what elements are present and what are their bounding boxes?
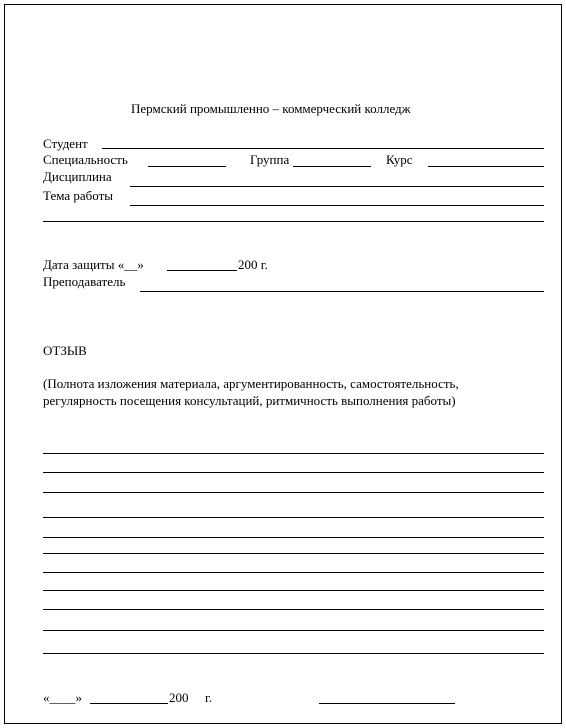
review-line[interactable]	[43, 590, 544, 591]
group-field-line[interactable]	[293, 166, 371, 167]
group-label: Группа	[250, 152, 290, 167]
review-line[interactable]	[43, 609, 544, 610]
review-line[interactable]	[43, 630, 544, 631]
discipline-label: Дисциплина	[43, 169, 112, 184]
defense-month-line[interactable]	[167, 270, 237, 271]
footer-month-line[interactable]	[90, 703, 168, 704]
student-label: Студент	[43, 136, 88, 151]
course-label: Курс	[386, 152, 413, 167]
review-line[interactable]	[43, 653, 544, 654]
signature-line[interactable]	[319, 703, 455, 704]
topic-label: Тема работы	[43, 188, 114, 203]
defense-year: 200 г.	[238, 257, 268, 272]
defense-date-label: Дата защиты «__»	[43, 257, 144, 272]
topic-field-line[interactable]	[130, 205, 544, 206]
college-title: Пермский промышленно – коммерческий колледж	[131, 101, 411, 116]
student-field-line[interactable]	[102, 148, 544, 149]
review-line[interactable]	[43, 517, 544, 518]
course-field-line[interactable]	[428, 166, 544, 167]
topic-field-line-2[interactable]	[43, 221, 544, 222]
review-line[interactable]	[43, 492, 544, 493]
discipline-field-line[interactable]	[130, 186, 544, 187]
review-line[interactable]	[43, 553, 544, 554]
review-heading: ОТЗЫВ	[43, 343, 87, 358]
footer-year: 200	[169, 690, 189, 705]
review-hint-line1: (Полнота изложения материала, аргументированность, самостоятельность,	[43, 376, 459, 391]
specialty-field-line[interactable]	[148, 166, 226, 167]
footer-day: «____»	[43, 690, 82, 705]
review-line[interactable]	[43, 537, 544, 538]
review-line[interactable]	[43, 472, 544, 473]
review-line[interactable]	[43, 453, 544, 454]
footer-g: г.	[205, 690, 213, 705]
teacher-label: Преподаватель	[43, 274, 126, 289]
teacher-field-line[interactable]	[140, 291, 544, 292]
review-hint-line2: регулярность посещения консультаций, ритмичность выполнения работы)	[43, 393, 456, 408]
specialty-label: Специальность	[43, 152, 128, 167]
review-line[interactable]	[43, 572, 544, 573]
